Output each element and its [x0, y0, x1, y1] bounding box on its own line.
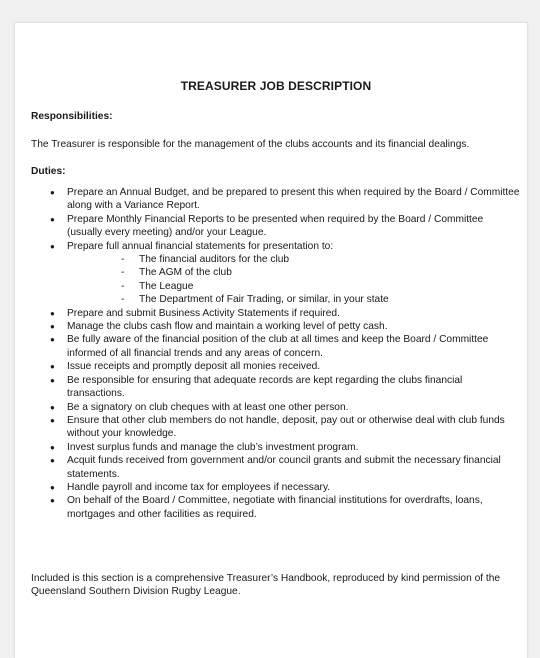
dash-icon: - — [121, 267, 125, 279]
sublist-text: The financial auditors for the club — [139, 254, 290, 266]
duty-text: On behalf of the Board / Committee, negotiate with financial institutions for overdrafts, loans, mortgages and other facilities as required. — [67, 495, 483, 520]
duty-text: Manage the clubs cash flow and maintain a working level of petty cash. — [67, 321, 388, 333]
bullet-icon: ● — [50, 415, 55, 425]
responsibilities-text: The Treasurer is responsible for the management of the clubs accounts and its financial dealings. — [31, 139, 470, 150]
sublist-item — [67, 253, 521, 266]
duty-text: Prepare Monthly Financial Reports to be presented when required by the Board / Committee (usually every meeting) and/or your League. — [67, 213, 484, 239]
duty-item — [31, 307, 521, 320]
bullet-icon: ● — [50, 402, 55, 412]
duty-text: Handle payroll and income tax for employees if necessary. — [67, 481, 331, 493]
duty-item — [31, 333, 521, 360]
document-title: TREASURER JOB DESCRIPTION — [180, 79, 372, 93]
dash-icon: - — [121, 294, 125, 306]
dash-icon: - — [121, 280, 125, 292]
sublist-item — [67, 280, 521, 293]
bullet-icon: ● — [50, 188, 55, 197]
duty-text: Ensure that other club members do not handle, deposit, pay out or otherwise deal with club funds without your knowledge. — [67, 414, 505, 440]
footer-note: Included is this section is a comprehensive Treasurer’s Handbook, reproduced by kind permission of the Queensland Southern Division Rugby League. — [31, 573, 501, 598]
bullet-icon: ● — [50, 456, 55, 466]
duty-text: Prepare an Annual Budget, and be prepared to present this when required by the Board / Committee along with a Variance Report. — [67, 187, 520, 212]
document-page — [14, 22, 528, 658]
duty-text: Acquit funds received from government and/or council grants and submit the necessary financial statements. — [67, 455, 501, 480]
bullet-icon: ● — [50, 375, 55, 385]
bullet-icon: ● — [50, 214, 55, 224]
duty-item — [31, 454, 521, 481]
bullet-icon: ● — [50, 308, 55, 318]
bullet-icon: ● — [50, 442, 55, 452]
duty-text: Invest surplus funds and manage the club’s investment program. — [67, 441, 359, 453]
duty-item — [31, 213, 521, 240]
duty-text: Be fully aware of the financial position of the club at all times and keep the Board / Committee informed of all financial trends and any areas of concern. — [67, 334, 489, 359]
bullet-icon: ● — [50, 241, 55, 251]
bullet-icon: ● — [50, 362, 55, 372]
sublist-item — [67, 266, 521, 279]
duty-text: Be responsible for ensuring that adequate records are kept regarding the clubs financial transactions. — [67, 374, 463, 400]
duty-item — [31, 374, 521, 401]
sublist-text: The Department of Fair Trading, or similar, in your state — [139, 294, 389, 306]
sublist-text: The AGM of the club — [139, 267, 232, 279]
sublist-item — [67, 293, 521, 306]
duty-item — [31, 441, 521, 454]
duty-item — [31, 401, 521, 414]
duty-item — [31, 481, 521, 494]
duties-heading: Duties: — [31, 166, 66, 177]
dash-icon: - — [121, 254, 125, 266]
duties-list — [31, 186, 521, 521]
duty-item — [31, 240, 521, 307]
bullet-icon: ● — [50, 335, 55, 345]
sublist-text: The League — [139, 280, 194, 292]
duty-item — [31, 360, 521, 373]
presentation-sublist — [67, 253, 521, 307]
duty-text: Prepare full annual financial statements for presentation to: — [67, 240, 334, 252]
duty-item — [31, 186, 521, 213]
duty-item — [31, 320, 521, 333]
bullet-icon: ● — [50, 322, 55, 332]
duty-text: Issue receipts and promptly deposit all monies received. — [67, 361, 321, 373]
bullet-icon: ● — [50, 496, 55, 506]
responsibilities-heading: Responsibilities: — [31, 111, 113, 122]
duty-text: Prepare and submit Business Activity Statements if required. — [67, 307, 340, 319]
duty-item — [31, 414, 521, 441]
duty-item — [31, 494, 521, 521]
duty-text: Be a signatory on club cheques with at least one other person. — [67, 401, 349, 413]
bullet-icon: ● — [50, 482, 55, 492]
